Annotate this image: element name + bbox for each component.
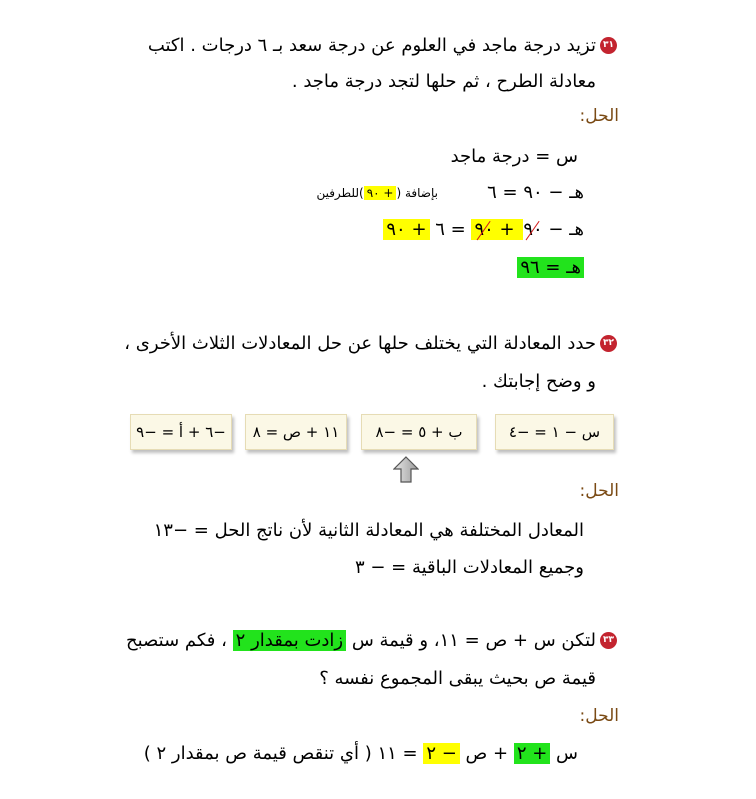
question-32-line-2: و وضح إجابتك .	[481, 371, 596, 392]
answer-33	[144, 742, 578, 766]
answer-32-line-2: وجميع المعادلات الباقية = − ٣	[354, 557, 584, 578]
ans33-c: = ١١ ( أي تنقص قيمة ص بمقدار ٢ )	[143, 743, 424, 764]
q33-highlight: زادت بمقدار ٢	[233, 630, 346, 651]
equation-box: ١١ + ص = ٨	[245, 414, 347, 450]
eq2-cancelled-term-2: ٩٠	[474, 219, 494, 240]
answer-highlight: هـ = ٩٦	[517, 257, 584, 278]
equation-box: ب + ٥ = −٨	[361, 414, 477, 450]
ans33-a: س	[550, 743, 578, 764]
ans33-green: + ٢	[514, 743, 550, 764]
eq2-left: هـ −	[542, 219, 584, 240]
question-number-badge: ٣١	[600, 37, 617, 54]
equation-note	[316, 186, 438, 200]
note-prefix: بإضافة (	[396, 186, 438, 200]
q33-text-a: لتكن س + ص = ١١، و قيمة س	[346, 630, 596, 651]
ans33-b: + ص	[459, 743, 514, 764]
q33-text-b: ، فكم ستصبح	[125, 630, 233, 651]
question-number-badge: ٣٢	[600, 335, 617, 352]
solution-label: الحل:	[579, 106, 619, 126]
eq2-added-term	[471, 219, 523, 240]
question-31-line-1: تزيد درجة ماجد في العلوم عن درجة سعد بـ ٦ درجات . اكتب	[147, 35, 596, 56]
eq2-middle: = ٦	[429, 219, 472, 240]
question-33-line-2: قيمة ص بحيث يبقى المجموع نفسه ؟	[319, 668, 596, 689]
question-33-line-1	[126, 629, 596, 653]
equation-box: −٦ + أ = −٩	[130, 414, 232, 450]
solution-label: الحل:	[579, 481, 619, 501]
eq2-cancelled-term: ٩٠	[523, 219, 543, 240]
up-arrow-icon	[393, 456, 419, 484]
note-suffix: )للطرفين	[316, 186, 364, 200]
question-number-badge: ٣٣	[600, 632, 617, 649]
solution-label: الحل:	[579, 706, 619, 726]
answer-31	[517, 256, 584, 280]
definition-line: س = درجة ماجد	[450, 146, 578, 167]
question-32-line-1: حدد المعادلة التي يختلف حلها عن حل المعادلات الثلاث الأخرى ،	[124, 333, 596, 354]
question-31-line-2: معادلة الطرح ، ثم حلها لتجد درجة ماجد .	[291, 71, 596, 92]
ans33-yellow: − ٢	[423, 743, 459, 764]
equation-box: س − ١ = −٤	[495, 414, 614, 450]
eq2-plus: +	[493, 219, 521, 240]
note-highlight: + ٩٠	[364, 186, 397, 200]
equation-2	[383, 218, 584, 242]
answer-32-line-1: المعادل المختلفة هي المعادلة الثانية لأن ناتج الحل = −١٣	[153, 520, 584, 541]
eq2-right-term: + ٩٠	[383, 219, 429, 240]
equation-1: هـ − ٩٠ = ٦	[487, 182, 584, 203]
